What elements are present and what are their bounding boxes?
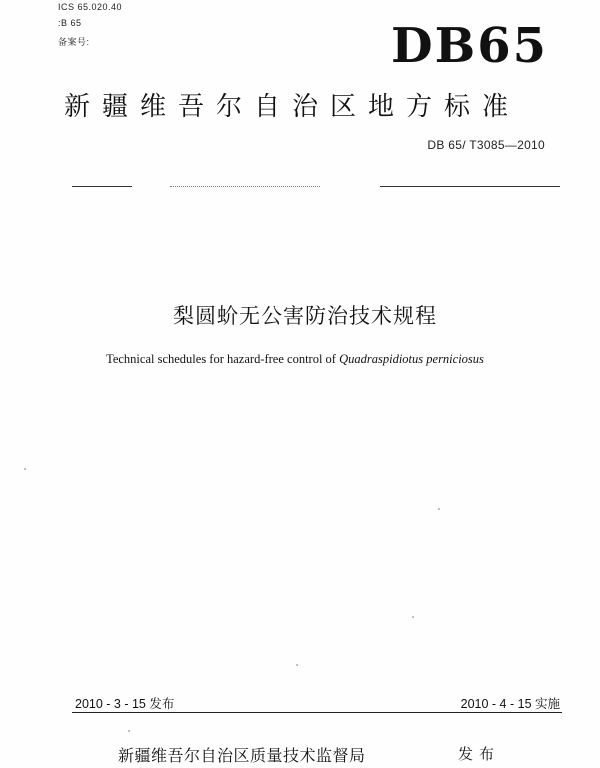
header-divider-middle	[170, 186, 320, 187]
scan-speck	[128, 730, 130, 732]
standard-category-title: 新疆维吾尔自治区地方标准	[64, 92, 521, 122]
issuing-authority: 新疆维吾尔自治区质量技术监督局	[118, 746, 366, 765]
implementation-date: 2010 - 4 - 15 实施	[460, 697, 560, 711]
english-title-text: Technical schedules for hazard-free control of	[106, 352, 340, 366]
header-divider-left	[72, 186, 132, 187]
standard-code-logo: DB65	[391, 18, 548, 74]
ccs-code: :B 65	[58, 18, 82, 28]
issue-action-label: 发布	[458, 745, 501, 763]
scan-speck	[412, 616, 414, 618]
scan-speck	[438, 508, 440, 510]
standard-number: DB 65/ T3085—2010	[427, 138, 545, 152]
scan-speck	[296, 664, 298, 666]
document-english-title	[0, 352, 600, 367]
issue-date: 2010 - 3 - 15 发布	[75, 697, 175, 711]
header-divider-right	[380, 186, 560, 187]
filing-number-label: 备案号:	[58, 37, 90, 47]
document-title: 梨圆蚧无公害防治技术规程	[173, 304, 437, 328]
ics-code: ICS 65.020.40	[58, 2, 123, 12]
species-name: Quadraspidiotus perniciosus	[339, 352, 484, 366]
scan-speck	[24, 468, 26, 470]
footer-divider	[72, 712, 562, 713]
